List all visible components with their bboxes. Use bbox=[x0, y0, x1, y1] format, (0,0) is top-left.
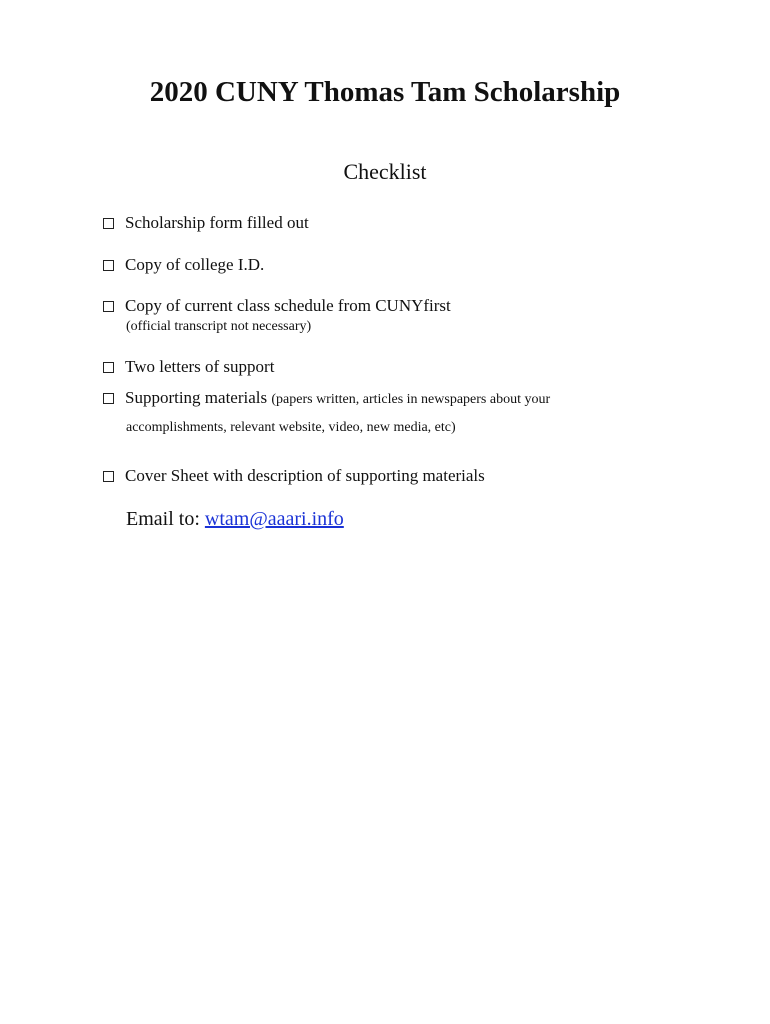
checklist-item-label: Cover Sheet with description of supporting materials bbox=[125, 466, 485, 485]
checklist-item-label: Scholarship form filled out bbox=[125, 213, 309, 232]
email-label: Email to: bbox=[126, 508, 205, 530]
checklist-item-cover-sheet bbox=[103, 465, 485, 487]
checklist-item-note: (official transcript not necessary) bbox=[126, 319, 312, 334]
checklist-item-scholarship-form bbox=[103, 212, 309, 234]
checkbox[interactable] bbox=[103, 260, 114, 271]
checklist-item-label: Two letters of support bbox=[125, 357, 275, 376]
checkbox[interactable] bbox=[103, 471, 114, 482]
checklist-item-note-continued: accomplishments, relevant website, video, new media, etc) bbox=[126, 420, 456, 435]
checkbox[interactable] bbox=[103, 218, 114, 229]
document-title: 2020 CUNY Thomas Tam Scholarship bbox=[149, 76, 621, 108]
checklist-heading: Checklist bbox=[343, 159, 427, 184]
checklist-item-text bbox=[125, 387, 550, 411]
checklist-item-college-id bbox=[103, 254, 264, 276]
checkbox[interactable] bbox=[103, 393, 114, 404]
checklist-item-label: Supporting materials bbox=[125, 388, 268, 407]
checklist-item-label: Copy of college I.D. bbox=[125, 255, 265, 274]
checkbox[interactable] bbox=[103, 362, 114, 373]
checkbox[interactable] bbox=[103, 301, 114, 312]
email-link[interactable]: wtam@aaari.info bbox=[204, 508, 344, 530]
checklist-item-class-schedule bbox=[103, 295, 451, 317]
checklist-item-supporting-materials bbox=[103, 387, 550, 411]
checklist-item-letters-of-support bbox=[103, 356, 274, 378]
checklist-item-note: (papers written, articles in newspapers about your bbox=[271, 392, 551, 407]
email-line bbox=[126, 506, 344, 532]
checklist-item-label: Copy of current class schedule from CUNYfirst bbox=[125, 296, 451, 315]
